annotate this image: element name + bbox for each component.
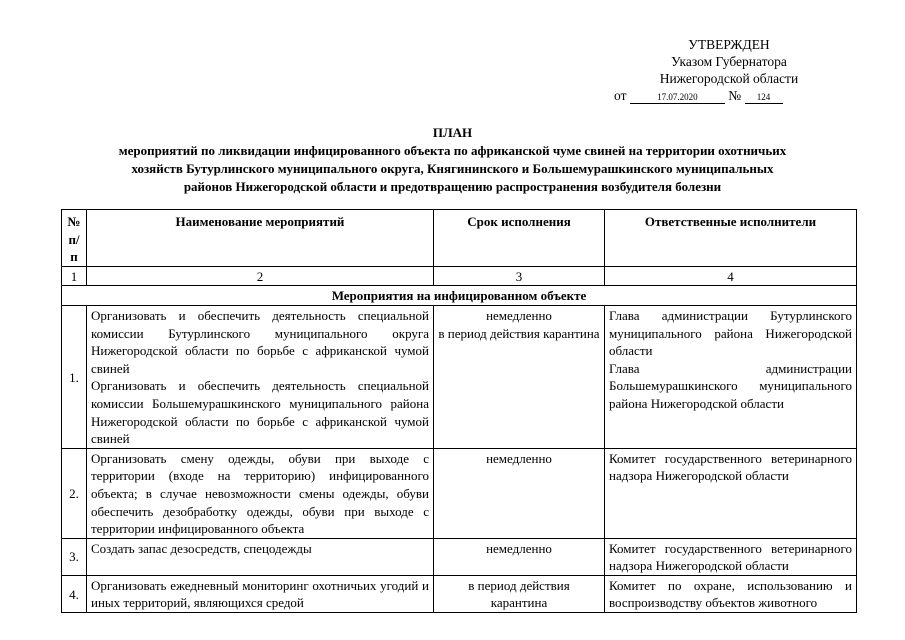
row-term-part: в период действия карантина [438, 325, 600, 341]
row-resp: Комитет государственного ветеринарного надзора Нижегородской области [605, 448, 857, 538]
row-term [434, 575, 605, 612]
row-term: немедленно [434, 448, 605, 538]
row-name: Создать запас дезосредств, спецодежды [87, 538, 434, 575]
title-heading: ПЛАН [432, 125, 473, 140]
title-line-2: хозяйств Бутурлинского муниципального округа, Княгининского и Большемурашкинского муниципальных [131, 161, 774, 176]
approval-status: УТВЕРЖДЕН [688, 37, 770, 52]
title-line-1: мероприятий по ликвидации инфицированного объекта по африканской чуме свиней на территории охотничьих [118, 143, 787, 158]
row-resp: Комитет государственного ветеринарного надзора Нижегородской области [605, 538, 857, 575]
section-row [62, 286, 857, 306]
table-header-row [62, 210, 857, 267]
table-row [62, 305, 857, 448]
row-term [434, 305, 605, 448]
row-term-part: в период действия [468, 577, 570, 593]
table-row [62, 448, 857, 538]
header-term: Срок исполнения [434, 210, 605, 267]
row-name-part: Организовать и обеспечить деятельность специальной комиссии Бутурлинского муниципального округа Нижегородской области по борьбе с африканской чумой свиней [91, 307, 429, 376]
table-row [62, 575, 857, 612]
approval-block [614, 36, 844, 104]
row-term-part: карантина [490, 595, 548, 611]
col-number-3: 3 [434, 266, 605, 286]
row-num: 1. [62, 305, 87, 448]
title-line-3: районов Нижегородской области и предотвращению распространения возбудителя болезни [183, 179, 722, 194]
approval-region: Нижегородской области [659, 71, 799, 86]
row-term: немедленно [434, 538, 605, 575]
header-name: Наименование мероприятий [87, 210, 434, 267]
col-number-4: 4 [605, 266, 857, 286]
approval-date: 17.07.2020 [630, 91, 725, 104]
header-resp: Ответственные исполнители [605, 210, 857, 267]
row-resp [605, 305, 857, 448]
row-num: 3. [62, 538, 87, 575]
date-prefix: от [614, 88, 627, 103]
table-row [62, 538, 857, 575]
row-resp-part: Глава администрации Бутурлинского муниципального района Нижегородской области [609, 307, 852, 359]
approval-number: 124 [745, 91, 783, 104]
col-number-1: 1 [62, 266, 87, 286]
number-prefix: № [728, 88, 742, 103]
col-number-2: 2 [87, 266, 434, 286]
approval-decree: Указом Губернатора [671, 54, 787, 69]
plan-table [61, 209, 857, 613]
row-name-part: Организовать и обеспечить деятельность специальной комиссии Большемурашкинского муниципального района Нижегородской области по борьбе с африканской чумой свиней [91, 378, 429, 447]
column-number-row [62, 266, 857, 286]
approval-date-line [614, 87, 844, 104]
row-resp-part: Глава администрации Большемурашкинского муниципального района Нижегородской области [609, 360, 852, 411]
header-num: № п/п [62, 210, 87, 267]
section-title: Мероприятия на инфицированном объекте [62, 286, 857, 306]
row-name: Организовать ежедневный мониторинг охотничьих угодий и иных территорий, являющихся средой [87, 575, 434, 612]
row-term-part: немедленно [486, 307, 552, 323]
row-num: 4. [62, 575, 87, 612]
row-name: Организовать смену одежды, обуви при выходе с территории (входе на территорию) инфицированного объекта; в случае невозможности смены одежды, обуви обеспечить дезобработку одежды, обуви при выходе с территории инфицированного объекта [87, 448, 434, 538]
row-name [87, 305, 434, 448]
row-num: 2. [62, 448, 87, 538]
row-resp: Комитет по охране, использованию и воспроизводству объектов животного [605, 575, 857, 612]
document-title [40, 124, 865, 196]
